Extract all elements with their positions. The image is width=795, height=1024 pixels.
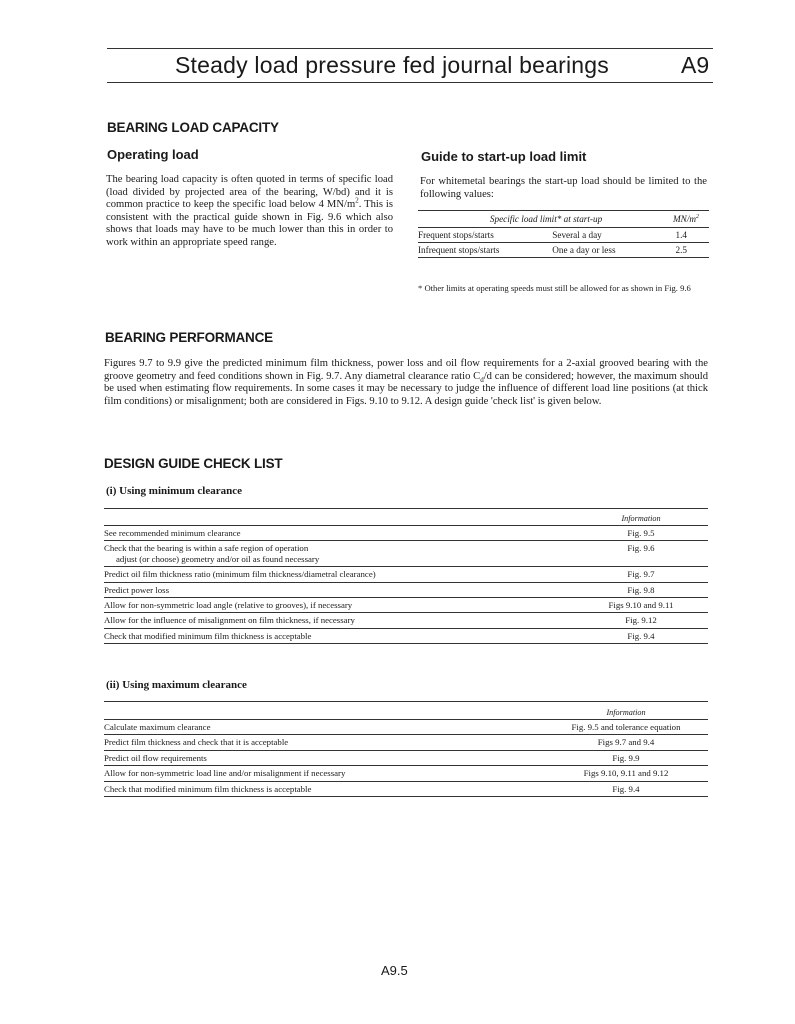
startup-row-value: 2.5 [654,243,709,258]
startup-row-infrequent [418,243,709,258]
check-item: Allow for the influence of misalignment on film thickness, if necessary [104,613,574,628]
startup-row-frequency: One a day or less [542,243,654,258]
check-info: Fig. 9.4 [574,628,708,643]
table-row [104,582,708,597]
check-info: Fig. 9.7 [574,567,708,582]
max-table-header [104,705,708,720]
startup-col-label: Specific load limit* at start-up [418,211,654,228]
load-capacity-heading: BEARING LOAD CAPACITY [107,120,279,135]
check-info: Fig. 9.12 [574,613,708,628]
check-item: Check that modified minimum film thickness is acceptable [104,628,574,643]
check-info: Fig. 9.8 [574,582,708,597]
section-code: A9 [681,52,710,78]
check-info: Fig. 9.4 [544,781,708,796]
check-item: Calculate maximum clearance [104,720,544,735]
table-row [104,720,708,735]
page-number: A9.5 [381,963,408,978]
max-info-header: Information [544,705,708,720]
table-row [104,598,708,613]
check-info: Fig. 9.9 [544,750,708,765]
check-item: Predict oil flow requirements [104,750,544,765]
performance-text: Figures 9.7 to 9.9 give the predicted minimum film thickness, power loss and oil flow requirements for a 2-axial grooved bearing with the groove geometry and feed conditions shown in Fig. 9.7. Any diametral clearance ratio $C_d/d$ can be considered; however, the maximum should be used when estimating flow requirements. In some cases it may be necessary to judge the influence of different load line positions (at thick film conditions) or misalignment; both are considered in Figs. 9.10 to 9.12. A design guide 'check list' is given below. [104,358,708,407]
header-bottom-rule [107,82,713,83]
check-item: Predict oil film thickness ratio (minimum film thickness/diametral clearance) [104,567,574,582]
check-info: Fig. 9.5 [574,526,708,541]
checklist-heading: DESIGN GUIDE CHECK LIST [104,456,283,471]
table-row [104,735,708,750]
check-info: Figs 9.10, 9.11 and 9.12 [544,766,708,781]
page-title: Steady load pressure fed journal bearings [175,52,609,78]
min-table-top-rule [104,508,708,509]
max-table-top-rule [104,701,708,702]
check-info: Figs 9.7 and 9.4 [544,735,708,750]
table-row [104,541,708,567]
performance-heading: BEARING PERFORMANCE [105,330,273,345]
check-item: Predict film thickness and check that it is acceptable [104,735,544,750]
max-clearance-table [104,705,708,797]
min-info-header: Information [574,511,708,526]
operating-load-heading: Operating load [107,147,199,162]
table-row [104,750,708,765]
startup-table-header [418,211,709,228]
min-clearance-table [104,511,708,644]
startup-intro-text: For whitemetal bearings the start-up load should be limited to the following values: [420,176,707,200]
check-item: Allow for non-symmetric load line and/or misalignment if necessary [104,766,544,781]
startup-heading: Guide to start-up load limit [421,149,587,164]
table-row [104,766,708,781]
startup-load-table [418,210,709,258]
startup-row-value: 1.4 [654,228,709,243]
header-top-rule [107,48,713,49]
check-info: Fig. 9.6 [574,541,708,567]
startup-row-label: Infrequent stops/starts [418,243,542,258]
startup-row-label: Frequent stops/starts [418,228,542,243]
check-item: See recommended minimum clearance [104,526,574,541]
startup-row-frequency: Several a day [542,228,654,243]
startup-col-unit: $MN/m^2$ [654,211,709,228]
check-item: Allow for non-symmetric load angle (relative to grooves), if necessary [104,598,574,613]
max-clearance-label: (ii) Using maximum clearance [106,679,247,691]
table-row [104,526,708,541]
operating-load-text: The bearing load capacity is often quoted in terms of specific load (load divided by projected area of the bearing, W/bd) and it is common practice to keep the specific load below 4 $MN/m^2$. This is consistent with the practical guide shown in Fig. 9.6 which also shows that loads may have to be much lower than this in order to work within an appropriate speed range. [106,174,393,248]
min-clearance-label: (i) Using minimum clearance [106,485,242,497]
check-item: Predict power loss [104,582,574,597]
check-item: Check that the bearing is within a safe region of operation adjust (or choose) geometry and/or oil as found necessary [104,541,574,567]
check-info: Fig. 9.5 and tolerance equation [544,720,708,735]
table-row [104,613,708,628]
startup-row-frequent [418,228,709,243]
startup-footnote: * Other limits at operating speeds must still be allowed for as shown in Fig. 9.6 [418,283,691,293]
min-table-header [104,511,708,526]
table-row [104,781,708,796]
table-row [104,628,708,643]
check-item: Check that modified minimum film thickness is acceptable [104,781,544,796]
check-info: Figs 9.10 and 9.11 [574,598,708,613]
table-row [104,567,708,582]
